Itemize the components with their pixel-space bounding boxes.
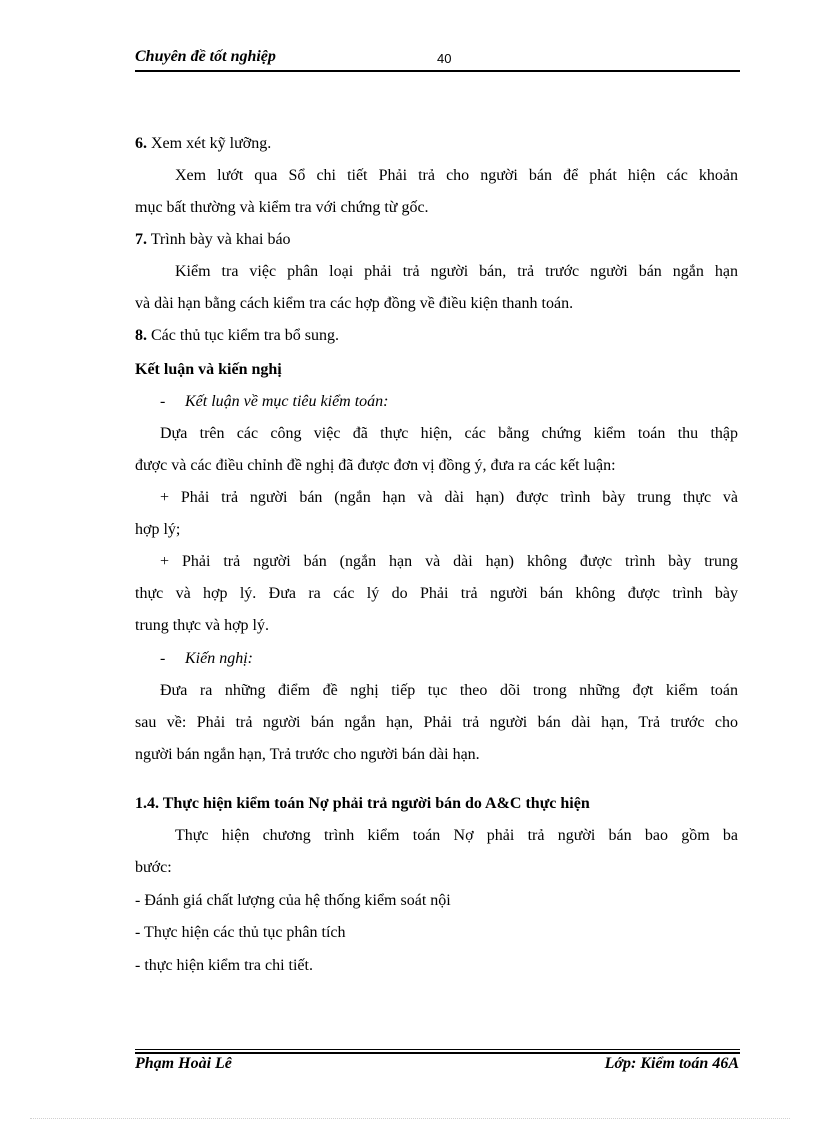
section-7-heading (135, 230, 291, 250)
paragraph-line: Kiểm tra việc phân loại phải trả người bán, trả trước người bán ngắn hạn (175, 263, 738, 280)
header-title: Chuyên đề tốt nghiệp (135, 48, 276, 65)
paragraph-line: trung thực và hợp lý. (135, 617, 269, 634)
page-edge-divider (30, 1118, 790, 1119)
section-7-title: Trình bày và khai báo (147, 231, 291, 248)
dash-bullet: - (160, 650, 166, 667)
conclusion-heading: Kết luận và kiến nghị (135, 361, 282, 378)
section-7-number: 7. (135, 231, 147, 248)
paragraph-line: hợp lý; (135, 521, 181, 538)
footer-author: Phạm Hoài Lê (135, 1055, 232, 1072)
section-1-4-heading: 1.4. Thực hiện kiểm toán Nợ phải trả người bán do A&C thực hiện (135, 795, 590, 812)
list-item: - Đánh giá chất lượng của hệ thống kiểm soát nội (135, 892, 451, 909)
paragraph-line: Thực hiện chương trình kiểm toán Nợ phải trả người bán bao gồm ba (175, 827, 738, 844)
footer-rule (135, 1052, 740, 1054)
paragraph-line: Dựa trên các công việc đã thực hiện, các bằng chứng kiểm toán thu thập (160, 425, 738, 442)
header-rule (135, 70, 740, 72)
paragraph-line: + Phải trả người bán (ngắn hạn và dài hạn) được trình bày trung thực và (160, 489, 738, 506)
recommendation-subheading: Kiến nghị: (185, 650, 253, 667)
paragraph-line: được và các điều chỉnh đề nghị đã được đơn vị đồng ý, đưa ra các kết luận: (135, 457, 616, 474)
section-8-title: Các thủ tục kiểm tra bổ sung. (147, 327, 339, 344)
list-item: - Thực hiện các thủ tục phân tích (135, 924, 346, 941)
page-number: 40 (437, 51, 452, 66)
section-8-number: 8. (135, 327, 147, 344)
paragraph-line: Xem lướt qua Sổ chi tiết Phải trả cho người bán để phát hiện các khoản (175, 167, 738, 184)
section-6-heading (135, 134, 271, 154)
paragraph-line: sau về: Phải trả người bán ngắn hạn, Phải trả người bán dài hạn, Trả trước cho (135, 714, 738, 731)
paragraph-line: bước: (135, 859, 172, 876)
section-8-heading (135, 326, 339, 346)
section-6-title: Xem xét kỹ lưỡng. (147, 135, 272, 152)
list-item: - thực hiện kiểm tra chi tiết. (135, 957, 313, 974)
paragraph-line: thực và hợp lý. Đưa ra các lý do Phải trả người bán không được trình bày (135, 585, 738, 602)
dash-bullet: - (160, 393, 166, 410)
footer-rule (135, 1049, 740, 1050)
paragraph-line: người bán ngắn hạn, Trả trước cho người bán dài hạn. (135, 746, 480, 763)
footer-class: Lớp: Kiểm toán 46A (604, 1055, 739, 1072)
paragraph-line: mục bất thường và kiểm tra với chứng từ gốc. (135, 199, 429, 216)
paragraph-line: và dài hạn bằng cách kiểm tra các hợp đồng về điều kiện thanh toán. (135, 295, 574, 312)
paragraph-line: Đưa ra những điểm đề nghị tiếp tục theo dõi trong những đợt kiểm toán (160, 682, 738, 699)
conclusion-subheading: Kết luận về mục tiêu kiểm toán: (185, 393, 389, 410)
section-6-number: 6. (135, 135, 147, 152)
paragraph-line: + Phải trả người bán (ngắn hạn và dài hạn) không được trình bày trung (160, 553, 738, 570)
